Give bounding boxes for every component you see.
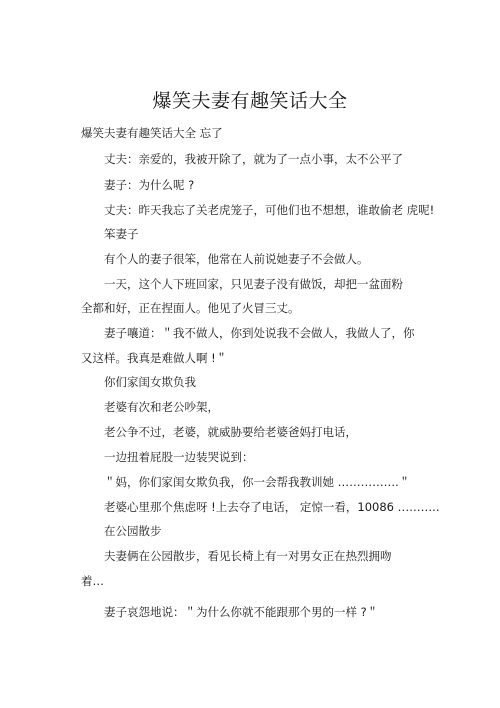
paragraph-line: 妻子：为什么呢 ? — [104, 178, 195, 192]
paragraph-line: 丈夫：亲爱的，我被开除了，就为了一点小事，太不公平了 — [104, 152, 403, 166]
section-heading: 你们家闺女欺负我 — [104, 375, 196, 389]
paragraph-line: 一天，这个人下班回家，只见妻子没有做饭，却把一盆面粉 — [104, 277, 403, 291]
paragraph-line: 老公争不过，老婆，就威胁要给老婆爸妈打电话， — [104, 425, 357, 439]
paragraph-line: 丈夫：昨天我忘了关老虎笼子，可他们也不想想，谁敢偷老 虎呢! — [104, 203, 435, 217]
paragraph-line: 着… — [81, 574, 104, 588]
paragraph-line: 夫妻俩在公园散步，看见长椅上有一对男女正在热烈拥吻 — [104, 549, 392, 563]
document-title: 爆笑夫妻有趣笑话大全 — [152, 90, 348, 112]
paragraph-line: 有个人的妻子很笨，他常在人前说她妻子不会做人。 — [104, 252, 369, 266]
paragraph-line: ＂妈，你们家闺女欺负我，你一会帮我教训她 …………….＂ — [104, 475, 411, 489]
section-heading: 爆笑夫妻有趣笑话大全 忘了 — [81, 126, 223, 140]
paragraph-line: 老婆心里那个焦虑呀 !上去夺了电话， 定惊一看，10086 ……….. — [104, 500, 440, 514]
paragraph-line: 老婆有次和老公吵架， — [104, 400, 219, 414]
paragraph-line: 妻子哀怨地说：＂为什么你就不能跟那个男的一样 ?＂ — [104, 605, 379, 619]
section-heading: 笨妻子 — [104, 227, 139, 241]
paragraph-line: 全都和好，正在捏面人。他见了火冒三丈。 — [81, 301, 300, 315]
paragraph-line: 又这样。我真是难做人啊 !＂ — [81, 351, 228, 365]
paragraph-line: 妻子嚷道：＂我不做人，你到处说我不会做人，我做人了，你 — [104, 326, 415, 340]
paragraph-line: 一边扭着屁股一边装哭说到： — [104, 450, 254, 464]
section-heading: 在公园散步 — [104, 524, 162, 538]
